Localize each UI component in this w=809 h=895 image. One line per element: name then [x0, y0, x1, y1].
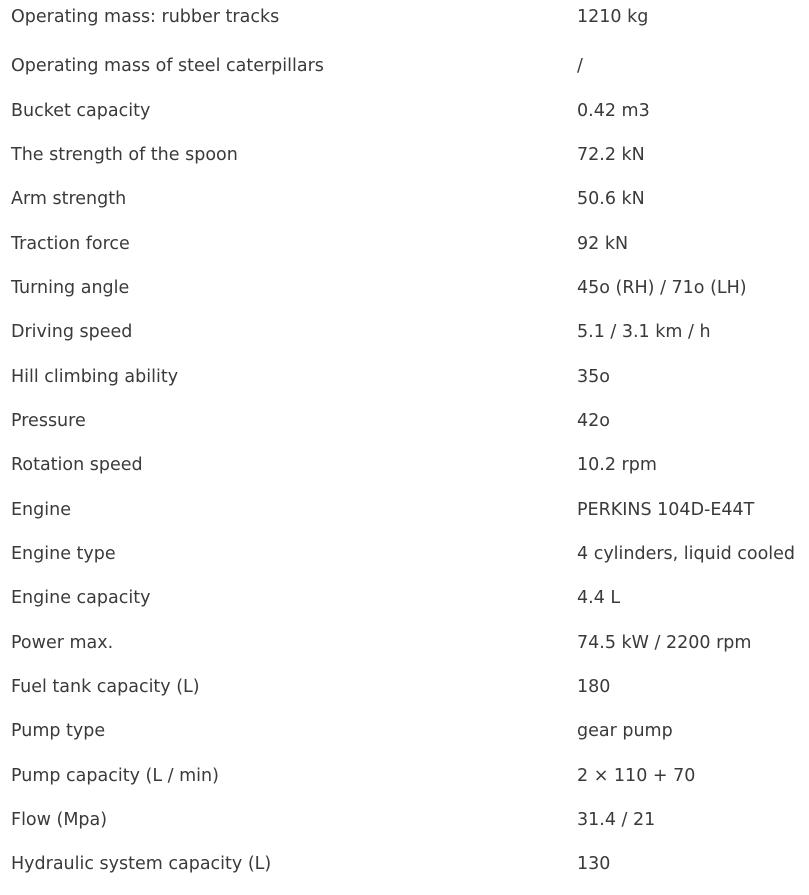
table-row: [0, 798, 809, 842]
spec-label: Hydraulic system capacity (L): [11, 854, 272, 875]
table-row: [0, 443, 809, 487]
spec-label: Pump capacity (L / min): [11, 765, 219, 786]
spec-value: 74.5 kW / 2200 rpm: [577, 632, 752, 653]
spec-label: Rotation speed: [11, 455, 143, 476]
spec-label: Traction force: [11, 233, 130, 254]
spec-value: 4.4 L: [577, 588, 621, 609]
spec-value: 2 × 110 + 70: [577, 765, 696, 786]
spec-label: Flow (Mpa): [11, 810, 108, 831]
spec-label: Driving speed: [11, 322, 133, 343]
spec-value: 72.2 kN: [577, 144, 645, 165]
table-row: [0, 310, 809, 354]
spec-label: Hill climbing ability: [11, 366, 179, 387]
spec-value: 5.1 / 3.1 km / h: [577, 322, 711, 343]
spec-label: Operating mass of steel caterpillars: [11, 56, 324, 77]
spec-value: 10.2 rpm: [577, 455, 657, 476]
spec-value: 130: [577, 854, 611, 875]
spec-value: 180: [577, 676, 611, 697]
table-row: [0, 88, 809, 132]
table-row: [0, 44, 809, 88]
table-row: [0, 221, 809, 265]
spec-label: Bucket capacity: [11, 100, 151, 121]
spec-label: Engine capacity: [11, 588, 151, 609]
spec-label: Pump type: [11, 721, 106, 742]
table-row: [0, 842, 809, 886]
table-row: [0, 532, 809, 576]
table-row: [0, 620, 809, 664]
table-row: [0, 487, 809, 531]
spec-label: The strength of the spoon: [11, 144, 238, 165]
table-row: [0, 0, 809, 44]
spec-value: 31.4 / 21: [577, 810, 656, 831]
spec-label: Engine type: [11, 543, 116, 564]
spec-value: /: [577, 56, 583, 77]
spec-value: 45o (RH) / 71o (LH): [577, 277, 747, 298]
spec-value: PERKINS 104D-E44T: [577, 499, 755, 520]
table-row: [0, 754, 809, 798]
spec-label: Power max.: [11, 632, 114, 653]
table-row: [0, 665, 809, 709]
spec-value: 4 cylinders, liquid cooled: [577, 543, 796, 564]
spec-label: Fuel tank capacity (L): [11, 676, 200, 697]
spec-label: Operating mass: rubber tracks: [11, 7, 280, 27]
table-row: [0, 266, 809, 310]
spec-label: Turning angle: [11, 277, 130, 298]
table-row: [0, 177, 809, 221]
spec-label: Arm strength: [11, 189, 127, 210]
spec-value: 1210 kg: [577, 7, 649, 27]
table-row: [0, 399, 809, 443]
spec-value: 35o: [577, 366, 610, 387]
spec-value: 50.6 kN: [577, 189, 645, 210]
table-row: [0, 354, 809, 398]
spec-label: Pressure: [11, 410, 86, 431]
spec-value: 42o: [577, 410, 610, 431]
table-row: [0, 709, 809, 753]
spec-value: gear pump: [577, 721, 673, 742]
table-row: [0, 133, 809, 177]
spec-value: 92 kN: [577, 233, 629, 254]
spec-label: Engine: [11, 499, 71, 520]
spec-value: 0.42 m3: [577, 100, 650, 121]
table-row: [0, 576, 809, 620]
